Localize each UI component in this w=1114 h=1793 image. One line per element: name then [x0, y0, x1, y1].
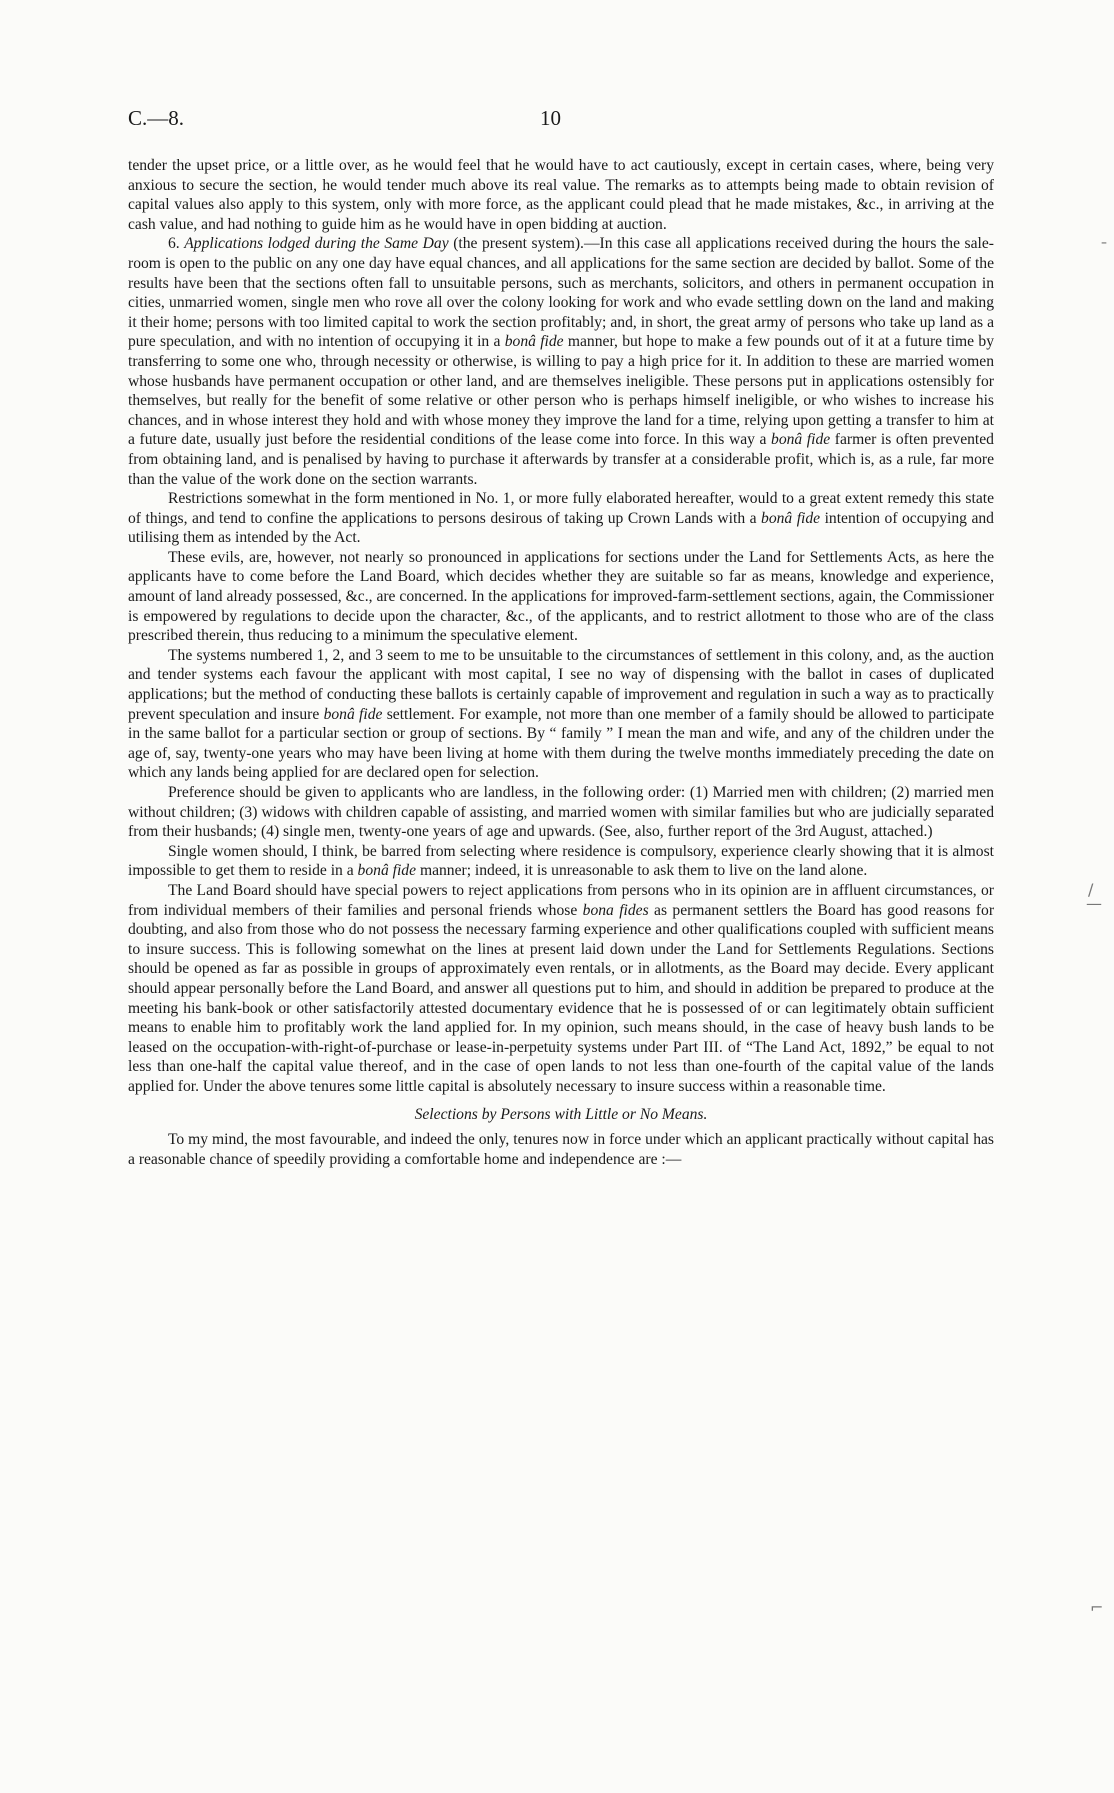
paragraph-systems: The systems numbered 1, 2, and 3 seem to me to be unsuitable to the circumstances of settlement in this colony, and, as the auction and tender systems each favour the applicant with most capital, I see no way of dispensing with the ballot in cases of duplicated applications; but the method of conducting these ballots is certainly capable of improvement and regulation in such a way as to practically prevent speculation and insure bonâ fide settlement. For example, not more than one member of a family should be allowed to participate in the same ballot for a particular section or group of sections. By “ family ” I mean the man and wife, and any of the children under the age of, say, twenty-one years who may have been living at home with them during the twelve months immediately preceding the date on which any lands being applied for are declared open for selection. [128, 646, 994, 782]
margin-mark-4: ⌐ [1090, 1598, 1104, 1617]
subheading-little-means: Selections by Persons with Little or No Means. [414, 1105, 708, 1123]
document-reference: C.—8. [128, 106, 185, 130]
page-header [128, 106, 994, 136]
margin-mark-3: — [1086, 894, 1102, 913]
paragraph-restrictions: Restrictions somewhat in the form mentioned in No. 1, or more fully elaborated hereafter, would to a great extent remedy this state of things, and tend to confine the applications to persons desirous of taking up Crown Lands with a bonâ fide intention of occupying and utilising them as intended by the Act. [128, 490, 994, 547]
page-number: 10 [540, 106, 561, 130]
section-title-applications: Applications lodged during the Same Day [184, 235, 449, 253]
paragraph-favourable-tenures: To my mind, the most favourable, and indeed the only, tenures now in force under which an applicant practically without capital has a reasonable chance of speedily providing a comfortable home and independence are :— [128, 1131, 994, 1168]
margin-mark-1: ˍ [1100, 226, 1108, 245]
paragraph-land-board: The Land Board should have special powers to reject applications from persons who in its opinion are in affluent circumstances, or from individual members of their families and personal friends whose bona fides as permanent settlers the Board has good reasons for doubting, and also from those who do not possess the necessary farming experience and other qualifications coupled with sufficient means to insure success. This is following somewhat on the lines at present laid down under the Land for Settlements Regulations. Sections should be opened as far as possible in groups of approximately even rentals, or in allotments, as the Board may decide. Every applicant should appear personally before the Land Board, and answer all questions put to him, and should in addition be prepared to produce at the meeting his bank-book or other satisfactorily attested documentary evidence that he is possessed of or can legitimately obtain sufficient means to enable him to profitably work the land applied for. In my opinion, such means should, in the case of heavy bush lands to be leased on the occupation-with-right-of-purchase or lease-in-perpetuity systems under Part III. of “The Land Act, 1892,” be equal to not less than one-half the capital value thereof, and in the case of open lands to not less than one-fourth of the capital value of the lands applied for. Under the above tenures some little capital is absolutely necessary to insure success within a reasonable time. [128, 881, 995, 1095]
paragraph-preference: Preference should be given to applicants who are landless, in the following order: (1) Married men with children; (2) married men without children; (3) widows with children capable of assisting, and married women with similar families but who are judicially separated from their husbands; (4) single men, twenty-one years of age and upwards. (See, also, further report of the 3rd August, attached.) [128, 784, 994, 841]
paragraph-applications-same-day: 6. Applications lodged during the Same Day (the present system).—In this case all applications received during the hours the sale-room is open to the public on any one day have equal chances, and all applications for the same section are decided by ballot. Some of the results have been that the sections often fall to unsuitable persons, such as merchants, solicitors, and others in permanent occupation in cities, unmarried women, single men who rove all over the colony looking for work and who evade settling down on the land and making it their home; persons with too limited capital to work the section profitably; and, in short, the great army of persons who take up land as a pure speculation, and with no intention of occupying it in a bonâ fide manner, but hope to make a few pounds out of it at a future time by transferring to some one who, through necessity or otherwise, is willing to pay a high price for it. In addition to these are married women whose husbands have permanent occupation or other land, and are themselves ineligible. These persons put in applications ostensibly for themselves, but really for the benefit of some relative or other person who is perhaps himself ineligible, or who wishes to increase his chances, and in whose interest they hold and with whose money they improve the land for a time, relying upon getting a transfer to him at a future date, usually just before the residential conditions of the lease come into force. In this way a bonâ fide farmer is often prevented from obtaining land, and is penalised by having to purchase it afterwards by transfer at a considerable profit, which is, as a rule, far more than the value of the work done on the section warrants. [128, 235, 994, 488]
document-body [128, 156, 994, 1169]
margin-mark-2: / [1088, 880, 1094, 899]
paragraph-upset-price: tender the upset price, or a little over, as he would feel that he would have to act cautiously, except in certain cases, where, being very anxious to secure the section, he would tender much above its real value. The remarks as to attempts being made to obtain revision of capital values also apply to this system, only with more force, as the applicant could plead that he made mistakes, &c., in arriving at the cash value, and had nothing to guide him as he would have in open bidding at auction. [128, 157, 994, 233]
paragraph-single-women: Single women should, I think, be barred from selecting where residence is compulsory, experience clearly showing that it is almost impossible to get them to reside in a bonâ fide manner; indeed, it is unreasonable to ask them to live on the land alone. [128, 842, 994, 880]
paragraph-evils: These evils, are, however, not nearly so pronounced in applications for sections under the Land for Settlements Acts, as here the applicants have to come before the Land Board, which decides whether they are suitable so far as means, knowledge and experience, amount of land already possessed, &c., are concerned. In the applications for improved-farm-settlement sections, again, the Commissioner is empowered by regulations to decide upon the character, &c., of the applicants, and to restrict allotment to those who are of the class prescribed therein, thus reducing to a minimum the speculative element. [128, 548, 994, 645]
